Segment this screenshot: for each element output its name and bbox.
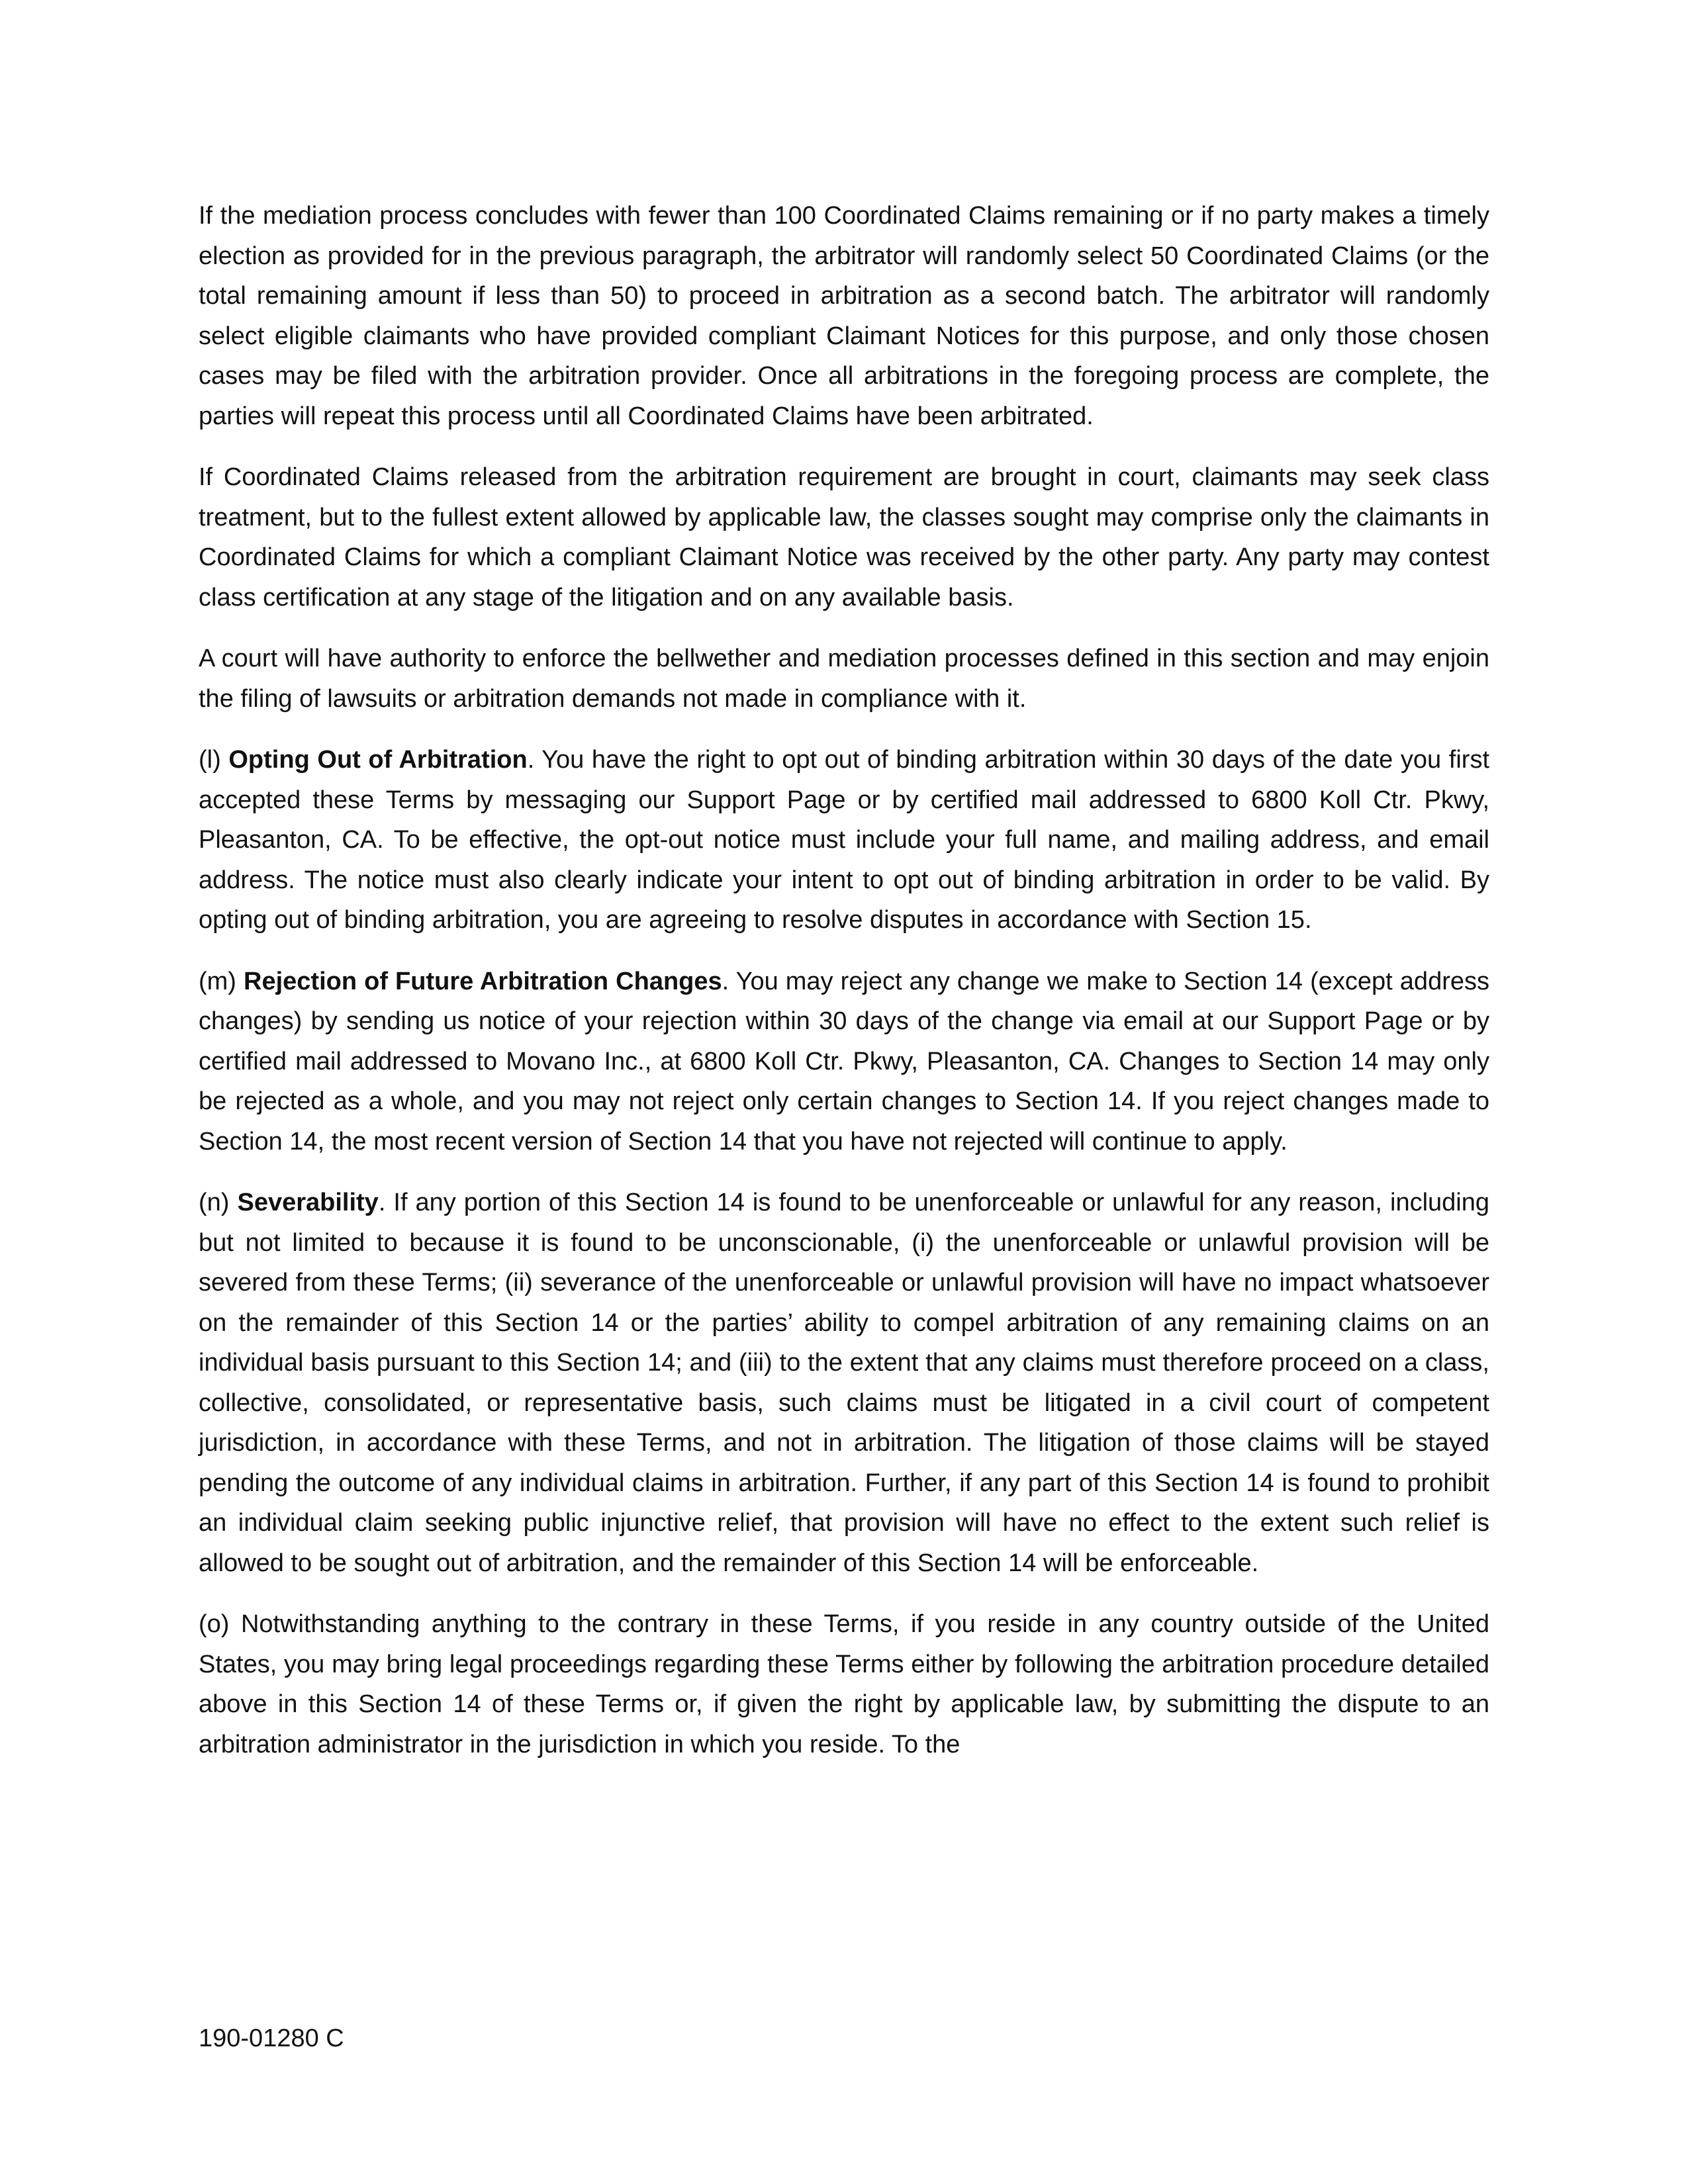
paragraph-text: (o) Notwithstanding anything to the contrary in these Terms, if you reside in any country outside of the United States, you may bring legal proceedings regarding these Terms either by following the arbitration procedure detailed above in this Section 14 of these Terms or, if given the right by applicable law, by submitting the dispute to an arbitration administrator in the jurisdiction in which you reside. To the (199, 1610, 1489, 1758)
clause-heading: Severability (237, 1189, 379, 1216)
paragraph-outside-us (199, 1604, 1489, 1764)
paragraph-class-treatment (199, 457, 1489, 617)
clause-heading: Rejection of Future Arbitration Changes (244, 967, 722, 995)
paragraph-text: . You may reject any change we make to Section 14 (except address changes) by sending us notice of your rejection within 30 days of the change via email at our Support Page or by certified mail addressed to Movano Inc., at 6800 Koll Ctr. Pkwy, Pleasanton, CA. Changes to Section 14 may only be rejected as a whole, and you may not reject only certain changes to Section 14. If you reject changes made to Section 14, the most recent version of Section 14 that you have not rejected will continue to apply. (199, 967, 1489, 1156)
clause-prefix: (l) (199, 746, 229, 774)
document-code: 190-01280 C (199, 2025, 344, 2052)
paragraph-text: . You have the right to opt out of binding arbitration within 30 days of the date you first accepted these Terms by messaging our Support Page or by certified mail addressed to 6800 Koll Ctr. Pkwy, Pleasanton, CA. To be effective, the opt-out notice must include your full name, and mailing address, and email address. The notice must also clearly indicate your intent to opt out of binding arbitration in order to be valid. By opting out of binding arbitration, you are agreeing to resolve disputes in accordance with Section 15. (199, 746, 1490, 934)
paragraph-text: . If any portion of this Section 14 is found to be unenforceable or unlawful for any reason, including but not limited to because it is found to be unconscionable, (i) the unenforceable or unlawful provision will be severed from these Terms; (ii) severance of the unenforceable or unlawful provision will have no impact whatsoever on the remainder of this Section 14 or the parties’ ability to compel arbitration of any remaining claims on an individual basis pursuant to this Section 14; and (iii) to the extent that any claims must therefore proceed on a class, collective, consolidated, or representative basis, such claims must be litigated in a civil court of competent jurisdiction, in accordance with these Terms, and not in arbitration. The litigation of those claims will be stayed pending the outcome of any individual claims in arbitration. Further, if any part of this Section 14 is found to prohibit an individual claim seeking public injunctive relief, that provision will have no effect to the extent such relief is allowed to be sought out of arbitration, and the remainder of this Section 14 will be enforceable. (199, 1189, 1489, 1577)
paragraph-severability (199, 1183, 1489, 1583)
paragraph-text: If the mediation process concludes with fewer than 100 Coordinated Claims remaining or if no party makes a timely election as provided for in the previous paragraph, the arbitrator will randomly select 50 Coordinated Claims (or the total remaining amount if less than 50) to proceed in arbitration as a second batch. The arbitrator will randomly select eligible claimants who have provided compliant Claimant Notices for this purpose, and only those chosen cases may be filed with the arbitration provider. Once all arbitrations in the foregoing process are complete, the parties will repeat this process until all Coordinated Claims have been arbitrated. (199, 202, 1489, 430)
clause-heading: Opting Out of Arbitration (228, 746, 528, 774)
clause-prefix: (n) (199, 1189, 238, 1216)
paragraph-text: A court will have authority to enforce the bellwether and mediation processes defined in this section and may enjoin the filing of lawsuits or arbitration demands not made in compliance with it. (199, 645, 1489, 713)
document-body (199, 196, 1489, 1786)
paragraph-text: If Coordinated Claims released from the arbitration requirement are brought in court, claimants may seek class treatment, but to the fullest extent allowed by applicable law, the classes sought may comprise only the claimants in Coordinated Claims for which a compliant Claimant Notice was received by the other party. Any party may contest class certification at any stage of the litigation and on any available basis. (199, 463, 1489, 612)
paragraph-court-authority (199, 639, 1489, 719)
paragraph-rejection-changes (199, 962, 1489, 1162)
paragraph-second-batch (199, 196, 1489, 436)
paragraph-opting-out (199, 740, 1489, 940)
clause-prefix: (m) (199, 967, 244, 995)
